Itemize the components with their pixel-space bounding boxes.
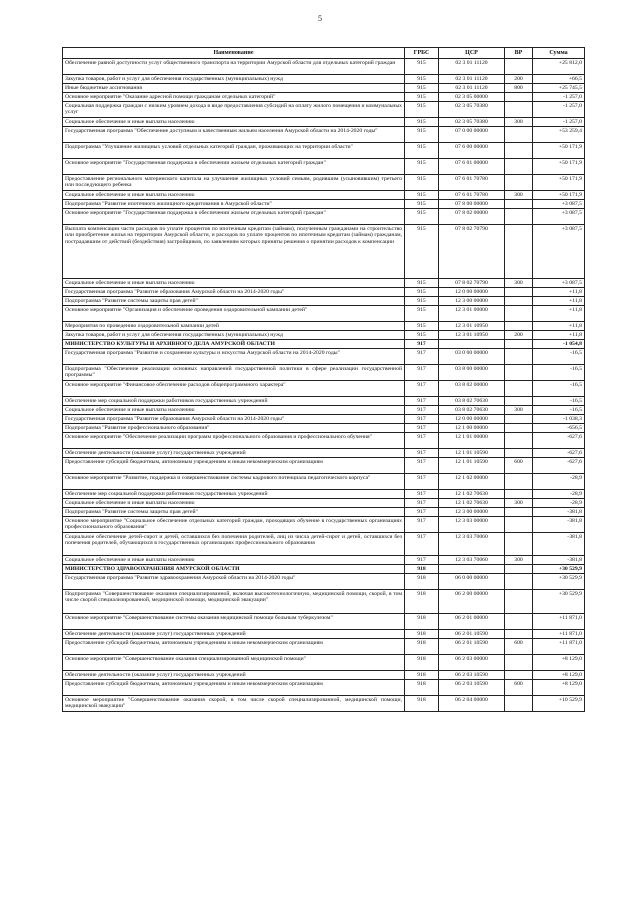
- cell-csr: 12 1 00 00000: [439, 424, 505, 433]
- cell-sum: -16,5: [533, 397, 585, 406]
- cell-vr: [505, 449, 533, 458]
- table-row: [63, 175, 585, 191]
- cell-csr: 03 8 02 70630: [439, 397, 505, 406]
- cell-vr: [505, 655, 533, 671]
- cell-csr: 06 2 03 00000: [439, 655, 505, 671]
- table-row: [63, 127, 585, 143]
- cell-name: Основное мероприятие "Совершенствование системы оказания медицинской помощи больным туберкулезом": [63, 614, 405, 630]
- cell-vr: [505, 288, 533, 297]
- cell-vr: [505, 297, 533, 306]
- cell-name: Социальное обеспечение детей-сирот и детей, оставшихся без попечения родителей, лиц из числа детей-сирот и детей, оставшихся без попечения родителей, обучающихся в государственных организациях профессионального образования: [63, 533, 405, 556]
- cell-name: Основное мероприятие "Оказание адресной помощи гражданам отдельных категорий": [63, 93, 405, 102]
- table-row: [63, 322, 585, 331]
- table-row: [63, 191, 585, 200]
- cell-grbs: 915: [405, 209, 439, 225]
- table-header-row: [63, 48, 585, 59]
- cell-grbs: 917: [405, 424, 439, 433]
- table-row: [63, 331, 585, 340]
- table-row: [63, 556, 585, 565]
- cell-sum: +8 129,0: [533, 671, 585, 680]
- cell-csr: 07 8 02 70790: [439, 279, 505, 288]
- table-row: [63, 574, 585, 590]
- table-row: [63, 424, 585, 433]
- cell-name: Государственная программа "Развитие здравоохранения Амурской области на 2014-2020 годы": [63, 574, 405, 590]
- table-row: [63, 365, 585, 381]
- cell-vr: 300: [505, 406, 533, 415]
- table-row: [63, 517, 585, 533]
- cell-vr: [505, 175, 533, 191]
- cell-sum: -381,8: [533, 508, 585, 517]
- cell-sum: +25 812,0: [533, 59, 585, 75]
- cell-csr: 12 0 00 00000: [439, 288, 505, 297]
- cell-grbs: 917: [405, 499, 439, 508]
- cell-name: Подпрограмма "Развитие системы защиты прав детей": [63, 508, 405, 517]
- cell-sum: +8 129,0: [533, 680, 585, 696]
- header-csr: ЦСР: [439, 48, 505, 59]
- cell-sum: +8 129,0: [533, 655, 585, 671]
- cell-csr: 12 1 01 10590: [439, 458, 505, 474]
- table-row: [63, 614, 585, 630]
- cell-csr: 12 1 02 70630: [439, 490, 505, 499]
- cell-name: Государственная программа "Развитие и сохранение культуры и искусства Амурской области на 2014-2020 годы": [63, 349, 405, 365]
- cell-grbs: 917: [405, 508, 439, 517]
- cell-grbs: 918: [405, 696, 439, 712]
- cell-csr: 06 2 01 10590: [439, 630, 505, 639]
- table-row: [63, 415, 585, 424]
- cell-sum: -381,8: [533, 556, 585, 565]
- cell-grbs: 917: [405, 517, 439, 533]
- cell-sum: +3 087,5: [533, 209, 585, 225]
- cell-csr: 07 6 01 70780: [439, 175, 505, 191]
- cell-vr: [505, 671, 533, 680]
- cell-name: Основное мероприятие "Обеспечение реализации программ профессионального образования и профессионального обучения": [63, 433, 405, 449]
- cell-grbs: 917: [405, 474, 439, 490]
- table-row: [63, 340, 585, 349]
- cell-name: Основное мероприятие "Государственная поддержка в обеспечении жильем отдельных категорий граждан": [63, 159, 405, 175]
- cell-csr: 07 8 02 00000: [439, 209, 505, 225]
- table-row: [63, 406, 585, 415]
- table-row: [63, 458, 585, 474]
- cell-sum: +30 529,9: [533, 590, 585, 614]
- cell-vr: [505, 143, 533, 159]
- cell-csr: 12 1 01 00000: [439, 433, 505, 449]
- table-row: [63, 288, 585, 297]
- table-row: [63, 680, 585, 696]
- cell-name: Обеспечение мер социальной поддержки работников государственных учреждений: [63, 397, 405, 406]
- cell-name: Государственная программа "Развитие образования Амурской области на 2014-2020 годы": [63, 288, 405, 297]
- cell-name: Государственная программа "Обеспечение доступным и качественным жильем населения Амурской области на 2014-2020 годы": [63, 127, 405, 143]
- table-row: [63, 93, 585, 102]
- cell-grbs: 917: [405, 415, 439, 424]
- cell-csr: 12 1 01 10590: [439, 449, 505, 458]
- table-row: [63, 306, 585, 322]
- cell-vr: [505, 102, 533, 118]
- cell-csr: 06 2 04 00000: [439, 696, 505, 712]
- cell-sum: +11 871,0: [533, 630, 585, 639]
- cell-vr: [505, 696, 533, 712]
- cell-csr: 12 3 01 00000: [439, 306, 505, 322]
- cell-name: Обеспечение мер социальной поддержки работников государственных учреждений: [63, 490, 405, 499]
- cell-vr: [505, 474, 533, 490]
- cell-name: Социальное обеспечение и иные выплаты населению: [63, 118, 405, 127]
- cell-csr: 06 2 03 10590: [439, 671, 505, 680]
- cell-name: Социальное обеспечение и иные выплаты населению: [63, 191, 405, 200]
- cell-name: Основное мероприятие "Организация и обеспечение проведения оздоровительной кампании детей": [63, 306, 405, 322]
- cell-name: Социальное обеспечение и иные выплаты населению: [63, 499, 405, 508]
- cell-name: Закупка товаров, работ и услуг для обеспечения государственных (муниципальных) нужд: [63, 75, 405, 84]
- cell-vr: [505, 533, 533, 556]
- cell-vr: 300: [505, 499, 533, 508]
- cell-grbs: 917: [405, 458, 439, 474]
- table-row: [63, 499, 585, 508]
- cell-grbs: 915: [405, 118, 439, 127]
- cell-csr: 02 3 01 11120: [439, 75, 505, 84]
- cell-grbs: 915: [405, 322, 439, 331]
- cell-sum: +11,8: [533, 306, 585, 322]
- cell-sum: -1 257,0: [533, 102, 585, 118]
- cell-sum: +50 171,9: [533, 175, 585, 191]
- cell-vr: [505, 517, 533, 533]
- header-vr: ВР: [505, 48, 533, 59]
- cell-grbs: 917: [405, 381, 439, 397]
- cell-name: Государственная программа "Развитие образования Амурской области на 2014-2020 годы": [63, 415, 405, 424]
- table-row: [63, 630, 585, 639]
- cell-sum: -28,9: [533, 490, 585, 499]
- cell-csr: 07 8 00 00000: [439, 200, 505, 209]
- cell-name: Предоставление субсидий бюджетным, автономным учреждениям и иным некоммерческим организациям: [63, 458, 405, 474]
- header-grbs: ГРБС: [405, 48, 439, 59]
- table-row: [63, 433, 585, 449]
- cell-grbs: 917: [405, 433, 439, 449]
- cell-sum: +30 529,9: [533, 574, 585, 590]
- cell-name: Социальная поддержка граждан с низким уровнем дохода в виде предоставления субсидий на оплату жилого помещения и коммунальных услуг: [63, 102, 405, 118]
- cell-name: МИНИСТЕРСТВО ЗДРАВООХРАНЕНИЯ АМУРСКОЙ ОБЛАСТИ: [63, 565, 405, 574]
- cell-vr: [505, 397, 533, 406]
- cell-csr: 02 3 01 11120: [439, 59, 505, 75]
- cell-grbs: 917: [405, 490, 439, 499]
- table-row: [63, 159, 585, 175]
- table-row: [63, 381, 585, 397]
- table-row: [63, 84, 585, 93]
- cell-name: Закупка товаров, работ и услуг для обеспечения государственных (муниципальных) нужд: [63, 331, 405, 340]
- cell-sum: +11,8: [533, 322, 585, 331]
- cell-grbs: 917: [405, 349, 439, 365]
- cell-sum: +11,8: [533, 297, 585, 306]
- cell-vr: 300: [505, 118, 533, 127]
- cell-csr: 06 2 01 10590: [439, 639, 505, 655]
- cell-csr: 03 8 02 00000: [439, 381, 505, 397]
- table-row: [63, 75, 585, 84]
- cell-sum: +11,8: [533, 331, 585, 340]
- table-row: [63, 565, 585, 574]
- table-row: [63, 279, 585, 288]
- cell-csr: 07 0 00 00000: [439, 127, 505, 143]
- cell-grbs: 915: [405, 93, 439, 102]
- table-row: [63, 225, 585, 279]
- cell-csr: 03 0 00 00000: [439, 349, 505, 365]
- cell-sum: -381,8: [533, 533, 585, 556]
- cell-name: Основное мероприятие "Социальное обеспечение отдельных категорий граждан, проходящих обучение в государственных организациях профессионального образования": [63, 517, 405, 533]
- cell-sum: -16,5: [533, 365, 585, 381]
- cell-vr: [505, 565, 533, 574]
- cell-grbs: 915: [405, 306, 439, 322]
- cell-grbs: 915: [405, 159, 439, 175]
- cell-name: Социальное обеспечение и иные выплаты населению: [63, 406, 405, 415]
- table-row: [63, 655, 585, 671]
- cell-grbs: 918: [405, 639, 439, 655]
- cell-grbs: 915: [405, 297, 439, 306]
- cell-csr: 07 6 00 00000: [439, 143, 505, 159]
- cell-vr: [505, 630, 533, 639]
- cell-grbs: 915: [405, 279, 439, 288]
- cell-grbs: 917: [405, 397, 439, 406]
- page-number: 5: [318, 14, 322, 23]
- table-row: [63, 349, 585, 365]
- cell-grbs: 915: [405, 127, 439, 143]
- table-row: [63, 297, 585, 306]
- cell-csr: 12 3 00 00000: [439, 297, 505, 306]
- cell-grbs: 915: [405, 200, 439, 209]
- cell-name: Иные бюджетные ассигнования: [63, 84, 405, 93]
- cell-sum: -1 257,0: [533, 93, 585, 102]
- cell-sum: +53 259,4: [533, 127, 585, 143]
- cell-vr: [505, 306, 533, 322]
- cell-csr: 02 3 05 70380: [439, 102, 505, 118]
- cell-vr: [505, 365, 533, 381]
- cell-vr: 200: [505, 331, 533, 340]
- cell-vr: 300: [505, 279, 533, 288]
- cell-sum: +50 171,9: [533, 143, 585, 159]
- cell-sum: +11 871,0: [533, 639, 585, 655]
- cell-name: Основное мероприятие "Развитие, поддержка и совершенствование системы кадрового потенциала педагогического корпуса": [63, 474, 405, 490]
- cell-vr: [505, 59, 533, 75]
- cell-name: Подпрограмма "Обеспечение реализации основных направлений государственной политики в сфере реализации государственной программы": [63, 365, 405, 381]
- cell-csr: 06 2 00 00000: [439, 590, 505, 614]
- cell-name: Основное мероприятие "Государственная поддержка в обеспечении жильем отдельных категорий граждан": [63, 209, 405, 225]
- cell-name: Основное мероприятие "Совершенствование оказания специализированной медицинской помощи": [63, 655, 405, 671]
- table-row: [63, 397, 585, 406]
- cell-csr: 06 2 03 10590: [439, 680, 505, 696]
- table-row: [63, 209, 585, 225]
- cell-sum: -16,5: [533, 406, 585, 415]
- cell-sum: +11,8: [533, 288, 585, 297]
- cell-csr: 02 3 05 70380: [439, 118, 505, 127]
- cell-name: Предоставление субсидий бюджетным, автономным учреждениям и иным некоммерческим организациям: [63, 639, 405, 655]
- cell-vr: [505, 200, 533, 209]
- table-row: [63, 474, 585, 490]
- cell-vr: 300: [505, 191, 533, 200]
- cell-vr: [505, 127, 533, 143]
- cell-sum: -656,5: [533, 424, 585, 433]
- cell-grbs: 915: [405, 225, 439, 279]
- cell-vr: [505, 490, 533, 499]
- table-row: [63, 533, 585, 556]
- cell-csr: 12 3 03 70060: [439, 533, 505, 556]
- cell-vr: [505, 508, 533, 517]
- cell-grbs: 917: [405, 556, 439, 565]
- cell-csr: 02 3 05 00000: [439, 93, 505, 102]
- cell-grbs: 917: [405, 533, 439, 556]
- cell-csr: [439, 565, 505, 574]
- cell-csr: 06 2 01 00000: [439, 614, 505, 630]
- cell-grbs: 918: [405, 671, 439, 680]
- cell-grbs: 918: [405, 630, 439, 639]
- table-row: [63, 490, 585, 499]
- table-row: [63, 639, 585, 655]
- cell-sum: +3 087,5: [533, 225, 585, 279]
- cell-grbs: 918: [405, 590, 439, 614]
- cell-csr: [439, 340, 505, 349]
- cell-vr: [505, 433, 533, 449]
- cell-grbs: 918: [405, 680, 439, 696]
- cell-vr: [505, 209, 533, 225]
- cell-sum: +50 171,9: [533, 191, 585, 200]
- header-sum: Сумма: [533, 48, 585, 59]
- cell-sum: +25 745,5: [533, 84, 585, 93]
- cell-csr: 03 8 02 70630: [439, 406, 505, 415]
- cell-vr: 800: [505, 84, 533, 93]
- cell-sum: -627,6: [533, 433, 585, 449]
- cell-sum: -16,5: [533, 381, 585, 397]
- table-row: [63, 200, 585, 209]
- table-row: [63, 590, 585, 614]
- cell-vr: [505, 340, 533, 349]
- cell-vr: [505, 225, 533, 279]
- cell-grbs: 915: [405, 175, 439, 191]
- cell-sum: +3 087,5: [533, 279, 585, 288]
- cell-grbs: 915: [405, 84, 439, 93]
- cell-csr: 02 3 01 11120: [439, 84, 505, 93]
- table-row: [63, 696, 585, 712]
- cell-grbs: 917: [405, 406, 439, 415]
- cell-csr: 12 3 01 10950: [439, 322, 505, 331]
- cell-sum: -1 257,0: [533, 118, 585, 127]
- cell-name: Мероприятия по проведению оздоровительной кампании детей: [63, 322, 405, 331]
- cell-grbs: 918: [405, 614, 439, 630]
- cell-name: Предоставление субсидий бюджетным, автономным учреждениям и иным некоммерческим организациям: [63, 680, 405, 696]
- cell-csr: 12 0 00 00000: [439, 415, 505, 424]
- cell-sum: -627,6: [533, 449, 585, 458]
- cell-csr: 12 1 02 00000: [439, 474, 505, 490]
- cell-name: Обеспечение деятельности (оказание услуг) государственных учреждений: [63, 671, 405, 680]
- table-row: [63, 118, 585, 127]
- cell-vr: 300: [505, 556, 533, 565]
- cell-vr: [505, 424, 533, 433]
- cell-csr: 12 3 03 70060: [439, 556, 505, 565]
- table-row: [63, 449, 585, 458]
- cell-grbs: 915: [405, 75, 439, 84]
- cell-sum: +11 871,0: [533, 614, 585, 630]
- cell-grbs: 917: [405, 340, 439, 349]
- cell-sum: -627,6: [533, 458, 585, 474]
- table-row: [63, 143, 585, 159]
- table-body: [63, 59, 585, 712]
- cell-sum: -28,9: [533, 474, 585, 490]
- cell-vr: 600: [505, 458, 533, 474]
- cell-csr: 12 1 02 70630: [439, 499, 505, 508]
- cell-name: Предоставление регионального материнского капитала на улучшение жилищных условий семьям, родившим (усыновившим) третьего или последующего ребенка: [63, 175, 405, 191]
- cell-vr: [505, 159, 533, 175]
- cell-vr: [505, 349, 533, 365]
- cell-name: Подпрограмма "Развитие системы защиты прав детей": [63, 297, 405, 306]
- cell-name: Обеспечение деятельности (оказание услуг) государственных учреждений: [63, 630, 405, 639]
- cell-sum: +66,5: [533, 75, 585, 84]
- cell-sum: +3 087,5: [533, 200, 585, 209]
- cell-vr: [505, 415, 533, 424]
- cell-grbs: 915: [405, 191, 439, 200]
- cell-grbs: 918: [405, 574, 439, 590]
- cell-grbs: 915: [405, 288, 439, 297]
- cell-vr: 200: [505, 75, 533, 84]
- cell-grbs: 917: [405, 449, 439, 458]
- table-row: [63, 671, 585, 680]
- cell-csr: 06 0 00 00000: [439, 574, 505, 590]
- cell-csr: 12 3 03 00000: [439, 517, 505, 533]
- cell-vr: [505, 590, 533, 614]
- cell-name: Обеспечение равной доступности услуг общественного транспорта на территории Амурской области для отдельных категорий граждан: [63, 59, 405, 75]
- cell-name: Подпрограмма "Улучшение жилищных условий отдельных категорий граждан, проживающих на территории области": [63, 143, 405, 159]
- cell-sum: -28,9: [533, 499, 585, 508]
- cell-csr: 12 3 00 00000: [439, 508, 505, 517]
- cell-name: Социальное обеспечение и иные выплаты населению: [63, 556, 405, 565]
- cell-vr: [505, 614, 533, 630]
- cell-name: Обеспечение деятельности (оказание услуг) государственных учреждений: [63, 449, 405, 458]
- cell-sum: -1 038,3: [533, 415, 585, 424]
- cell-vr: [505, 381, 533, 397]
- cell-name: Выплата компенсации части расходов по уплате процентов по ипотечным кредитам (займам), полученным гражданами на строительство или приобретение жилья на территории Амурской области, и расходов по уплате процентов по ипотечным кредитам (займам) гражданам, пострадавшим от действий (бездействия) застройщиков, по заявлениям которых приняты решения о принятии расходов к компенсации: [63, 225, 405, 279]
- cell-csr: 07 6 01 70780: [439, 191, 505, 200]
- cell-grbs: 915: [405, 331, 439, 340]
- cell-grbs: 915: [405, 59, 439, 75]
- cell-grbs: 917: [405, 365, 439, 381]
- cell-name: МИНИСТЕРСТВО КУЛЬТУРЫ И АРХИВНОГО ДЕЛА АМУРСКОЙ ОБЛАСТИ: [63, 340, 405, 349]
- budget-table: [62, 47, 585, 712]
- cell-name: Подпрограмма "Совершенствование оказания специализированной, включая высокотехнологичную, медицинской помощи, скорой, в том числе скорой специализированной, медицинской помощи, медицинской эвакуации": [63, 590, 405, 614]
- cell-grbs: 915: [405, 143, 439, 159]
- cell-sum: -16,5: [533, 349, 585, 365]
- cell-grbs: 918: [405, 565, 439, 574]
- cell-name: Подпрограмма "Развитие профессионального образования": [63, 424, 405, 433]
- cell-vr: [505, 93, 533, 102]
- cell-vr: 600: [505, 639, 533, 655]
- cell-csr: 07 8 02 70790: [439, 225, 505, 279]
- cell-name: Подпрограмма "Развитие ипотечного жилищного кредитования в Амурской области": [63, 200, 405, 209]
- cell-csr: 03 8 00 00000: [439, 365, 505, 381]
- cell-sum: +50 171,9: [533, 159, 585, 175]
- cell-name: Основное мероприятие "Совершенствование оказания скорой, в том числе скорой специализированной, медицинской помощи, медицинской эвакуации": [63, 696, 405, 712]
- table-row: [63, 508, 585, 517]
- table-row: [63, 102, 585, 118]
- cell-grbs: 915: [405, 102, 439, 118]
- cell-vr: [505, 574, 533, 590]
- cell-vr: 600: [505, 680, 533, 696]
- cell-csr: 07 6 01 00000: [439, 159, 505, 175]
- cell-name: Основное мероприятие "Финансовое обеспечение расходов общепрограммного характера": [63, 381, 405, 397]
- table-row: [63, 59, 585, 75]
- cell-name: Социальное обеспечение и иные выплаты населению: [63, 279, 405, 288]
- cell-sum: +10 529,9: [533, 696, 585, 712]
- header-name: Наименование: [63, 48, 405, 59]
- cell-csr: 12 3 01 10950: [439, 331, 505, 340]
- cell-sum: -1 054,8: [533, 340, 585, 349]
- cell-sum: -381,8: [533, 517, 585, 533]
- cell-sum: +30 529,9: [533, 565, 585, 574]
- cell-grbs: 918: [405, 655, 439, 671]
- cell-vr: [505, 322, 533, 331]
